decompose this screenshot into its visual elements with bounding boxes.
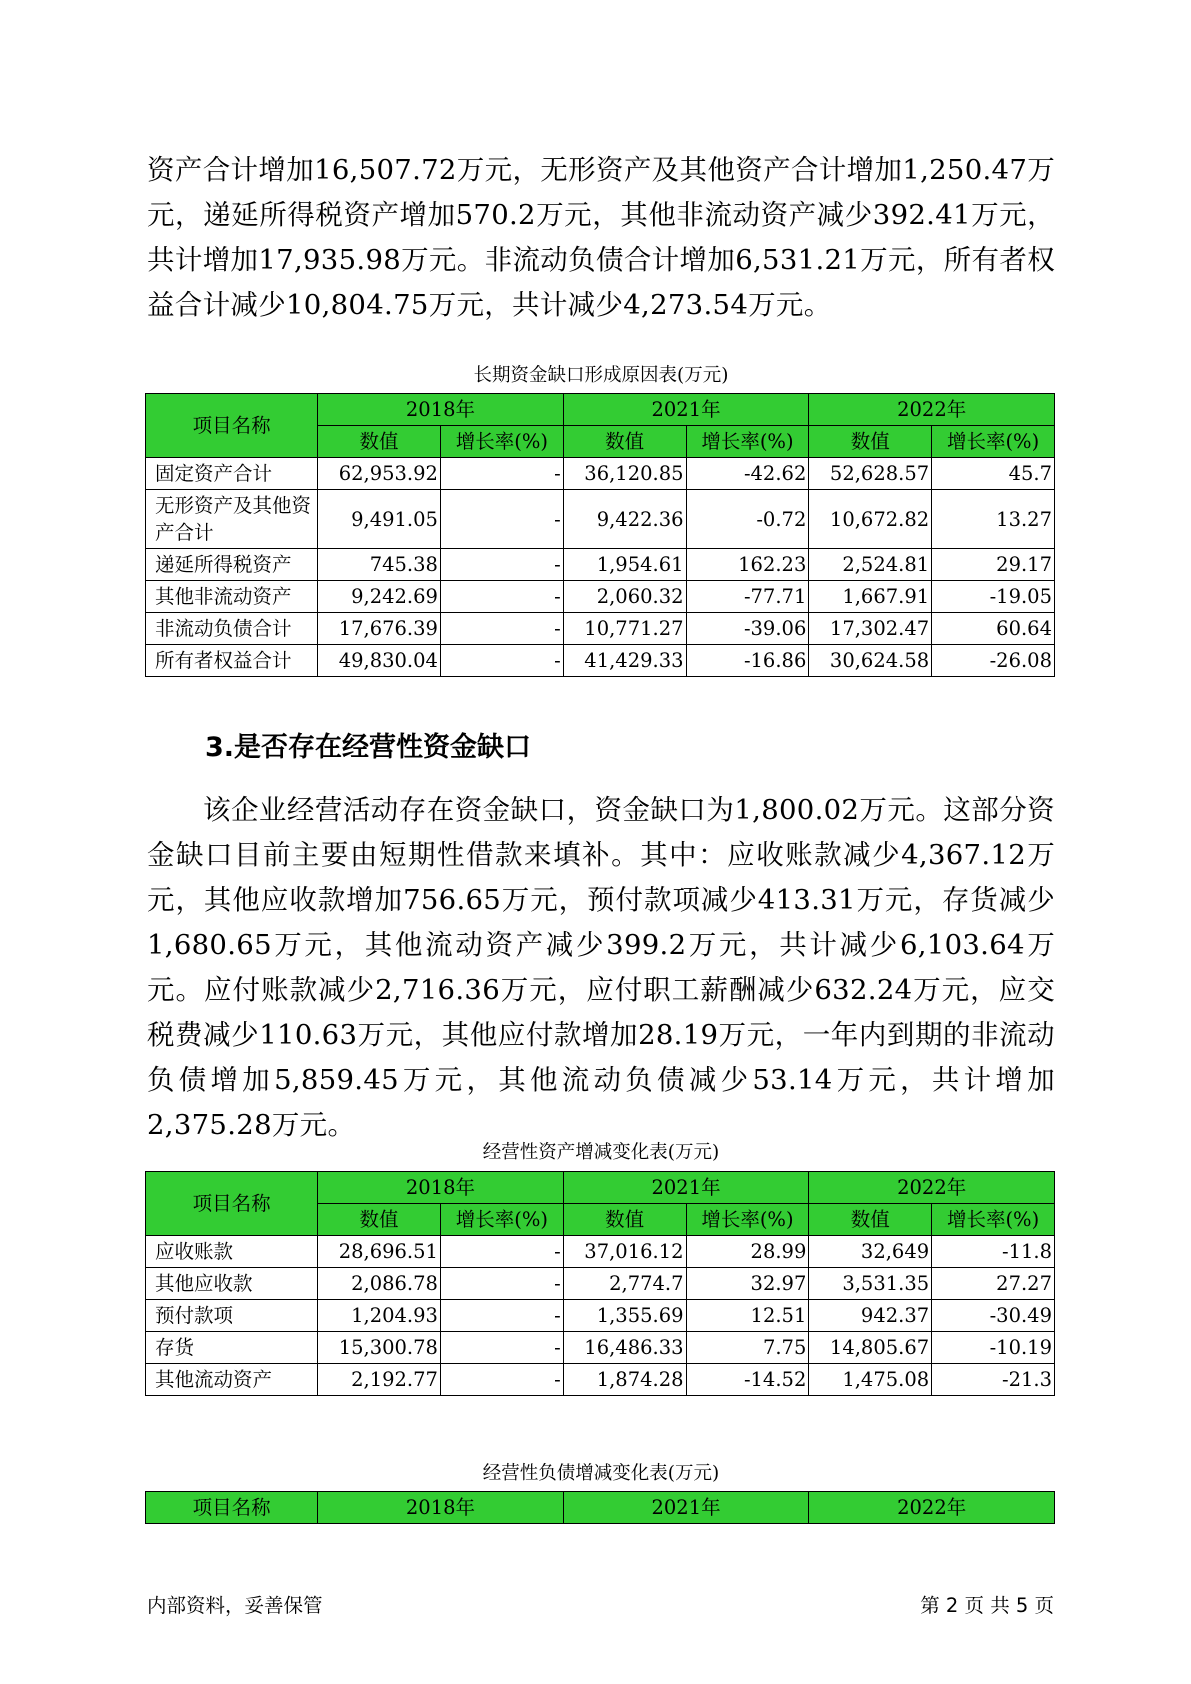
row-label: 存货 — [146, 1332, 318, 1364]
cell-growth: -42.62 — [686, 458, 809, 490]
header-item-name: 项目名称 — [146, 1492, 318, 1524]
row-label: 应收账款 — [146, 1236, 318, 1268]
header-growth: 增长率(%) — [686, 1204, 809, 1236]
table-row — [146, 1236, 1055, 1268]
table1-caption: 长期资金缺口形成原因表(万元) — [473, 365, 729, 386]
operating-assets-change-table — [145, 1171, 1055, 1396]
row-label: 无形资产及其他资产合计 — [146, 490, 318, 549]
header-growth: 增长率(%) — [932, 1204, 1055, 1236]
header-year-2018: 2018年 — [318, 1492, 564, 1524]
table-row — [146, 1300, 1055, 1332]
header-growth: 增长率(%) — [440, 1204, 563, 1236]
operating-liabilities-change-table — [145, 1491, 1055, 1524]
cell-growth: -10.19 — [932, 1332, 1055, 1364]
cell-value: 9,491.05 — [318, 490, 441, 549]
cell-growth: - — [440, 581, 563, 613]
cell-value: 16,486.33 — [563, 1332, 686, 1364]
cell-value: 52,628.57 — [809, 458, 932, 490]
header-item-name: 项目名称 — [146, 394, 318, 458]
row-label: 非流动负债合计 — [146, 613, 318, 645]
cell-value: 9,422.36 — [563, 490, 686, 549]
header-value: 数值 — [809, 1204, 932, 1236]
cell-value: 41,429.33 — [563, 645, 686, 677]
table-row — [146, 490, 1055, 549]
cell-growth: -14.52 — [686, 1364, 809, 1396]
table-row — [146, 1364, 1055, 1396]
table-row — [146, 1332, 1055, 1364]
table3-caption: 经营性负债增减变化表(万元) — [482, 1463, 720, 1484]
header-year-2022: 2022年 — [809, 394, 1055, 426]
row-label: 所有者权益合计 — [146, 645, 318, 677]
cell-growth: 32.97 — [686, 1268, 809, 1300]
cell-value: 1,475.08 — [809, 1364, 932, 1396]
cell-value: 32,649 — [809, 1236, 932, 1268]
header-item-name: 项目名称 — [146, 1172, 318, 1236]
header-growth: 增长率(%) — [686, 426, 809, 458]
header-value: 数值 — [809, 426, 932, 458]
cell-value: 15,300.78 — [318, 1332, 441, 1364]
cell-growth: 27.27 — [932, 1268, 1055, 1300]
cell-value: 30,624.58 — [809, 645, 932, 677]
cell-value: 1,954.61 — [563, 549, 686, 581]
row-label: 预付款项 — [146, 1300, 318, 1332]
header-year-2018: 2018年 — [318, 1172, 564, 1204]
cell-value: 37,016.12 — [563, 1236, 686, 1268]
cell-growth: - — [440, 490, 563, 549]
table2-caption: 经营性资产增减变化表(万元) — [482, 1142, 720, 1163]
header-growth: 增长率(%) — [440, 426, 563, 458]
cell-value: 17,302.47 — [809, 613, 932, 645]
cell-growth: - — [440, 645, 563, 677]
header-value: 数值 — [318, 1204, 441, 1236]
cell-growth: -77.71 — [686, 581, 809, 613]
header-value: 数值 — [318, 426, 441, 458]
cell-growth: 29.17 — [932, 549, 1055, 581]
header-year-2022: 2022年 — [809, 1172, 1055, 1204]
cell-value: 2,524.81 — [809, 549, 932, 581]
header-year-2018: 2018年 — [318, 394, 564, 426]
cell-growth: 7.75 — [686, 1332, 809, 1364]
cell-growth: - — [440, 1300, 563, 1332]
cell-value: 1,874.28 — [563, 1364, 686, 1396]
cell-value: 36,120.85 — [563, 458, 686, 490]
row-label: 其他应收款 — [146, 1268, 318, 1300]
cell-growth: -19.05 — [932, 581, 1055, 613]
cell-value: 745.38 — [318, 549, 441, 581]
cell-value: 9,242.69 — [318, 581, 441, 613]
cell-value: 942.37 — [809, 1300, 932, 1332]
cell-growth: -11.8 — [932, 1236, 1055, 1268]
body-paragraph-1: 资产合计增加16,507.72万元，无形资产及其他资产合计增加1,250.47万元，递延所得税资产增加570.2万元，其他非流动资产减少392.41万元，共计增加17,935.98万元。非流动负债合计增加6,531.21万元，所有者权益合计减少10,804.75万元，共计减少4,273.54万元。 — [147, 154, 1055, 321]
cell-growth: -26.08 — [932, 645, 1055, 677]
table-row — [146, 549, 1055, 581]
table-row — [146, 458, 1055, 490]
row-label: 固定资产合计 — [146, 458, 318, 490]
section-heading: 3.是否存在经营性资金缺口 — [205, 732, 532, 763]
cell-growth: - — [440, 1268, 563, 1300]
row-label: 其他流动资产 — [146, 1364, 318, 1396]
cell-growth: 162.23 — [686, 549, 809, 581]
header-year-2022: 2022年 — [809, 1492, 1055, 1524]
cell-value: 62,953.92 — [318, 458, 441, 490]
footer-confidential-note: 内部资料，妥善保管 — [147, 1594, 323, 1617]
header-year-2021: 2021年 — [563, 1172, 809, 1204]
cell-value: 1,667.91 — [809, 581, 932, 613]
cell-growth: -16.86 — [686, 645, 809, 677]
table-row — [146, 1268, 1055, 1300]
cell-value: 49,830.04 — [318, 645, 441, 677]
cell-value: 14,805.67 — [809, 1332, 932, 1364]
cell-growth: - — [440, 458, 563, 490]
cell-value: 3,531.35 — [809, 1268, 932, 1300]
header-year-2021: 2021年 — [563, 1492, 809, 1524]
table-row — [146, 645, 1055, 677]
cell-value: 2,774.7 — [563, 1268, 686, 1300]
cell-growth: - — [440, 1332, 563, 1364]
cell-growth: - — [440, 549, 563, 581]
cell-growth: - — [440, 1236, 563, 1268]
cell-value: 1,204.93 — [318, 1300, 441, 1332]
cell-value: 17,676.39 — [318, 613, 441, 645]
cell-value: 2,060.32 — [563, 581, 686, 613]
row-label: 其他非流动资产 — [146, 581, 318, 613]
cell-growth: 13.27 — [932, 490, 1055, 549]
body-paragraph-2: 该企业经营活动存在资金缺口，资金缺口为1,800.02万元。这部分资金缺口目前主要由短期性借款来填补。其中：应收账款减少4,367.12万元，其他应收款增加756.65万元，预付款项减少413.31万元，存货减少1,680.65万元，其他流动资产减少399.2万元，共计减少6,103.64万元。应付账款减少2,716.36万元，应付职工薪酬减少632.24万元，应交税费减少110.63万元，其他应付款增加28.19万元，一年内到期的非流动负债增加5,859.45万元，其他流动负债减少53.14万元，共计增加2,375.28万元。 — [147, 794, 1055, 1141]
cell-value: 2,192.77 — [318, 1364, 441, 1396]
header-growth: 增长率(%) — [932, 426, 1055, 458]
cell-value: 28,696.51 — [318, 1236, 441, 1268]
long-term-funding-gap-table — [145, 393, 1055, 677]
cell-growth: - — [440, 613, 563, 645]
cell-growth: 60.64 — [932, 613, 1055, 645]
cell-value: 1,355.69 — [563, 1300, 686, 1332]
row-label: 递延所得税资产 — [146, 549, 318, 581]
cell-growth: -30.49 — [932, 1300, 1055, 1332]
cell-growth: -21.3 — [932, 1364, 1055, 1396]
header-value: 数值 — [563, 1204, 686, 1236]
cell-growth: -39.06 — [686, 613, 809, 645]
cell-growth: 12.51 — [686, 1300, 809, 1332]
cell-value: 10,771.27 — [563, 613, 686, 645]
header-year-2021: 2021年 — [563, 394, 809, 426]
cell-value: 10,672.82 — [809, 490, 932, 549]
cell-growth: - — [440, 1364, 563, 1396]
header-value: 数值 — [563, 426, 686, 458]
cell-value: 2,086.78 — [318, 1268, 441, 1300]
cell-growth: 45.7 — [932, 458, 1055, 490]
table-row — [146, 613, 1055, 645]
page-number: 第 2 页 共 5 页 — [920, 1594, 1054, 1617]
table-row — [146, 581, 1055, 613]
cell-growth: 28.99 — [686, 1236, 809, 1268]
cell-growth: -0.72 — [686, 490, 809, 549]
